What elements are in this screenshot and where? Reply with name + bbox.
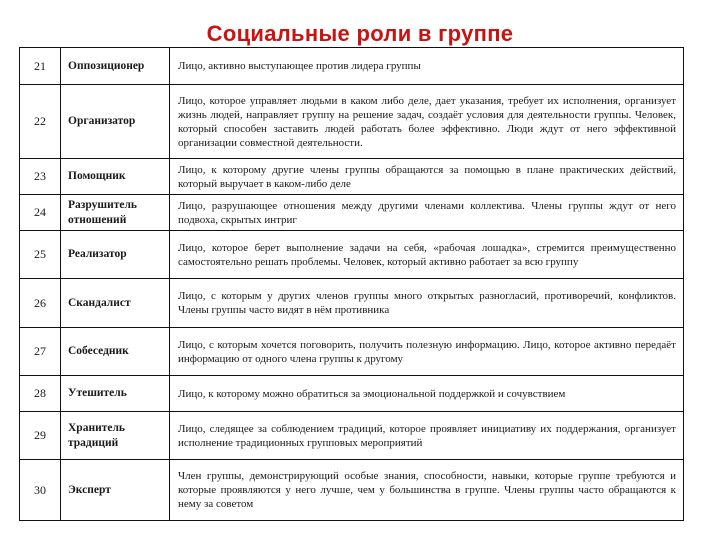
role-name: Организатор xyxy=(61,85,170,159)
role-description: Лицо, которое берет выполнение задачи на себя, «рабочая лошадка», стремится преимущественно самостоятельно решать проблемы. Человек, который активно работает за всю группу xyxy=(170,231,684,279)
row-number: 21 xyxy=(20,48,61,85)
role-description: Лицо, к которому другие члены группы обращаются за помощью в плане практических действий, который выручает в каком-либо деле xyxy=(170,159,684,195)
table-row xyxy=(20,48,684,85)
role-name: Хранитель традиций xyxy=(61,412,170,460)
role-name: Разрушитель отношений xyxy=(61,195,170,231)
table-row xyxy=(20,85,684,159)
row-number: 25 xyxy=(20,231,61,279)
role-description: Лицо, разрушающее отношения между другими членами коллектива. Члены группы ждут от него подвоха, скрытых интриг xyxy=(170,195,684,231)
table-row xyxy=(20,159,684,195)
row-number: 23 xyxy=(20,159,61,195)
role-description: Лицо, которое управляет людьми в каком либо деле, дает указания, требует их исполнения, организует жизнь людей, направляет группу на решение задач, создаёт условия для деятельности группы. Человек, который способен заставить людей работать более эффективно. Люди ждут от него эффективной организации совместной деятельности. xyxy=(170,85,684,159)
role-description: Лицо, к которому можно обратиться за эмоциональной поддержкой и сочувствием xyxy=(170,376,684,412)
row-number: 26 xyxy=(20,279,61,328)
role-description: Лицо, с которым у других членов группы много открытых разногласий, противоречий, конфликтов. Члены группы часто видят в нём противника xyxy=(170,279,684,328)
table-row xyxy=(20,195,684,231)
role-name: Собеседник xyxy=(61,328,170,376)
role-name: Реализатор xyxy=(61,231,170,279)
role-name: Скандалист xyxy=(61,279,170,328)
row-number: 28 xyxy=(20,376,61,412)
row-number: 22 xyxy=(20,85,61,159)
role-description: Член группы, демонстрирующий особые знания, способности, навыки, которые группе требуются и которые проявляются у него лучше, чем у большинства в группе. Члены группы часто обращаются к нему за советом xyxy=(170,460,684,521)
social-roles-table xyxy=(19,47,684,521)
page-title: Социальные роли в группе xyxy=(206,21,514,46)
role-name: Эксперт xyxy=(61,460,170,521)
role-description: Лицо, активно выступающее против лидера группы xyxy=(170,48,684,85)
role-description: Лицо, с которым хочется поговорить, получить полезную информацию. Лицо, которое активно передаёт информацию от одного члена группы к другому xyxy=(170,328,684,376)
role-description: Лицо, следящее за соблюдением традиций, которое проявляет инициативу их поддержания, организует исполнение традиционных групповых мероприятий xyxy=(170,412,684,460)
table-body xyxy=(20,48,684,521)
row-number: 24 xyxy=(20,195,61,231)
table-row xyxy=(20,376,684,412)
row-number: 29 xyxy=(20,412,61,460)
table-row xyxy=(20,412,684,460)
table-row xyxy=(20,460,684,521)
row-number: 27 xyxy=(20,328,61,376)
role-name: Оппозиционер xyxy=(61,48,170,85)
role-name: Помощник xyxy=(61,159,170,195)
role-name: Утешитель xyxy=(61,376,170,412)
row-number: 30 xyxy=(20,460,61,521)
table-row xyxy=(20,279,684,328)
table-row xyxy=(20,328,684,376)
table-row xyxy=(20,231,684,279)
